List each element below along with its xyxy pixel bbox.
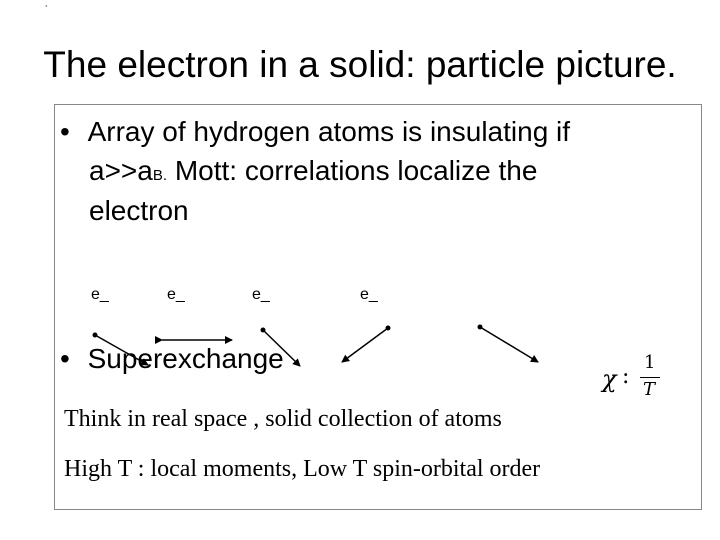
electron-label-2: e_	[167, 286, 185, 303]
bullet1-line3: electron	[89, 195, 189, 226]
formula-numerator: 1	[644, 352, 656, 373]
bullet1-text-line1: Array of hydrogen atoms is insulating if	[87, 116, 571, 147]
slide-title: The electron in a solid: particle picture.	[43, 44, 677, 85]
formula-colon: :	[622, 364, 630, 389]
bullet1-subscript: B.	[152, 167, 168, 184]
bullet2-line	[60, 343, 284, 375]
formula-denominator: T	[643, 379, 656, 400]
bullet1-text-mott: Mott: correlations localize the	[167, 155, 538, 186]
temperature-line: High T : local moments, Low T spin-orbital order	[64, 456, 541, 482]
fraction-bar	[640, 377, 660, 378]
arrow-5	[478, 325, 539, 363]
electron-label-3: e_	[252, 286, 270, 303]
corner-mark: ﾞ	[45, 5, 49, 14]
bullet2-text: Superexchange	[87, 343, 284, 374]
bullet-marker: •	[60, 343, 70, 374]
arrow-4	[342, 326, 391, 363]
electron-label-4: e_	[360, 286, 378, 303]
real-space-line: Think in real space , solid collection of atoms	[64, 406, 502, 432]
chi-symbol: χ	[602, 365, 617, 393]
bullet1-text-a: a>>a	[89, 155, 153, 186]
bullet-marker: •	[60, 116, 70, 147]
electron-label-1: e_	[91, 286, 109, 303]
